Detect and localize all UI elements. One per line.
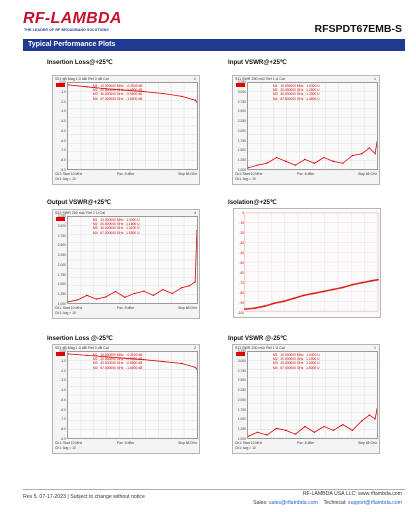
- trace-point: [295, 164, 296, 165]
- y-tick-label: 0.00: [59, 80, 66, 84]
- averaging-info: Ch1: Avg = 10: [55, 177, 76, 181]
- trace-point: [352, 155, 353, 156]
- trace-point: [285, 161, 286, 162]
- trace-point: [257, 164, 258, 165]
- trace-point: [361, 153, 362, 154]
- sweep-start: Ch1: Start 10 MHz: [235, 441, 263, 445]
- y-tick-label: -3.0: [60, 378, 66, 383]
- plot-title-insertion-loss-25: Insertion Loss@+25℃: [47, 59, 113, 66]
- vna-plot-insertion-loss-minus25: [52, 344, 200, 454]
- source-power: Pwr -5 dBm: [117, 172, 135, 176]
- trace-point: [323, 157, 324, 158]
- y-tick-label: -2.0: [60, 99, 66, 104]
- trace-point: [68, 353, 69, 354]
- trace-point: [134, 293, 135, 294]
- trace-point: [314, 432, 315, 433]
- trace-point: [86, 355, 87, 356]
- trace-number: 4: [194, 211, 196, 215]
- y-tick-label: 1.750: [237, 138, 246, 143]
- trace-header: S11 SWR 250 mU/ Ref 1 U Cal: [235, 77, 285, 81]
- trace-point: [96, 298, 97, 299]
- y-tick-label: 1.500: [57, 282, 66, 287]
- trace-point: [143, 359, 144, 360]
- sweep-stop: Stop 68 GHz: [358, 172, 377, 176]
- y-tick-label: 3.250: [237, 80, 246, 84]
- isolation-point: [342, 287, 344, 289]
- y-axis-labels: [53, 82, 67, 170]
- source-power: Pwr -5 dBm: [297, 172, 315, 176]
- trace-point: [376, 409, 377, 410]
- y-tick-label: -30: [239, 241, 244, 245]
- sales-label: Sales:: [253, 500, 268, 506]
- trace-point: [276, 157, 277, 158]
- y-tick-label: -7.0: [60, 417, 66, 422]
- y-tick-label: 3.000: [57, 223, 66, 228]
- trace-point: [361, 420, 362, 421]
- y-axis-labels: [53, 216, 67, 304]
- trace-point: [194, 281, 195, 282]
- isolation-plot: [233, 208, 381, 318]
- isolation-point: [322, 291, 324, 293]
- trace-number: 2: [194, 77, 196, 81]
- trace-point: [342, 424, 343, 425]
- trace-point: [333, 161, 334, 162]
- trace-number: 1: [374, 346, 376, 350]
- trace-point: [162, 289, 163, 290]
- y-tick-label: -5.0: [60, 128, 66, 133]
- plot-footer: [55, 171, 199, 183]
- y-tick-label: 2.750: [57, 233, 66, 238]
- trace-point: [86, 295, 87, 296]
- y-tick-label: 2.750: [237, 368, 246, 373]
- trace-header: S22 SWR 250 mU/ Ref 1 U Cal: [55, 211, 105, 215]
- isolation-point: [303, 295, 305, 297]
- trace-number: 2: [194, 346, 196, 350]
- trace-point: [285, 430, 286, 431]
- y-tick-label: -4.0: [60, 388, 66, 393]
- isolation-point: [352, 284, 354, 286]
- source-power: Pwr -5 dBm: [117, 306, 135, 310]
- trace-point: [115, 291, 116, 292]
- y-tick-label: 3.250: [57, 214, 66, 218]
- y-tick-label: -9.0: [60, 168, 66, 172]
- y-tick-label: 1.000: [57, 302, 66, 306]
- part-number: RFSPDT67EMB-S: [314, 23, 402, 35]
- y-axis-labels: [233, 82, 247, 170]
- logo-tagline: THE LEADER OF RF BROADBAND SOLUTIONS: [24, 28, 109, 32]
- y-tick-label: 2.250: [57, 253, 66, 258]
- averaging-info: Ch1: Avg = 10: [55, 311, 76, 315]
- source-power: Pwr -5 dBm: [117, 441, 135, 445]
- trace-point: [181, 96, 182, 97]
- trace-point: [333, 430, 334, 431]
- sweep-stop: Stop 68 GHz: [358, 441, 377, 445]
- trace-point: [143, 290, 144, 291]
- y-tick-label: -1.0: [60, 89, 66, 94]
- trace-header: S21 dB Mag 1.0 dB/ Ref 0 dB Cal: [55, 77, 109, 81]
- y-tick-label: 3.250: [237, 349, 246, 353]
- trace-point: [276, 428, 277, 429]
- sweep-start: Ch1: Start 10 MHz: [235, 172, 263, 176]
- y-tick-label: -90: [239, 301, 244, 305]
- sweep-start: Ch1: Start 10 MHz: [55, 306, 83, 310]
- trace-point: [162, 361, 163, 362]
- plot-title-output-vswr-25: Output VSWR@+25℃: [47, 199, 112, 206]
- y-tick-label: 2.250: [237, 388, 246, 393]
- trace-point: [181, 287, 182, 288]
- y-tick-label: 0: [242, 211, 244, 215]
- averaging-info: Ch1: Avg = 10: [235, 177, 256, 181]
- y-tick-label: 2.000: [237, 128, 246, 133]
- y-tick-label: 2.500: [237, 378, 246, 383]
- trace-point: [194, 367, 195, 368]
- trace-point: [374, 153, 375, 154]
- trace-point: [376, 142, 377, 143]
- sales-email-link[interactable]: sales@rflambda.com: [268, 500, 318, 506]
- technical-email-link[interactable]: support@rflambda.com: [348, 500, 402, 506]
- averaging-info: Ch1: Avg = 10: [55, 446, 76, 450]
- y-tick-label: -10: [239, 221, 244, 225]
- vna-plot-input-vswr-25: [232, 75, 380, 185]
- plot-footer: [235, 440, 379, 452]
- trace-point: [314, 163, 315, 164]
- isolation-point: [377, 279, 379, 281]
- contact-info: [253, 500, 402, 506]
- trace-point: [266, 434, 267, 435]
- isolation-point: [371, 280, 373, 282]
- y-tick-label: -1.0: [60, 358, 66, 363]
- isolation-point: [254, 307, 256, 309]
- trace-point: [162, 93, 163, 94]
- y-tick-label: 1.250: [237, 158, 246, 163]
- trace-point: [369, 147, 370, 148]
- y-axis-labels: [53, 351, 67, 439]
- technical-label: Technical:: [323, 500, 347, 506]
- y-tick-label: -4.0: [60, 119, 66, 124]
- y-tick-label: 0.00: [59, 349, 66, 353]
- trace-point: [369, 414, 370, 415]
- y-tick-label: -100: [237, 311, 244, 315]
- sweep-stop: Stop 68 GHz: [178, 441, 197, 445]
- y-tick-label: -7.0: [60, 148, 66, 153]
- isolation-point: [293, 298, 295, 300]
- sweep-stop: Stop 68 GHz: [178, 306, 197, 310]
- trace-point: [105, 296, 106, 297]
- isolation-chart: [234, 209, 380, 317]
- y-tick-label: 2.250: [237, 119, 246, 124]
- isolation-point: [313, 293, 315, 295]
- trace-point: [304, 426, 305, 427]
- trace-point: [323, 426, 324, 427]
- y-tick-label: 3.000: [237, 358, 246, 363]
- plot-footer: [55, 440, 199, 452]
- plot-footer: [55, 305, 199, 317]
- vna-plot-input-vswr-minus25: [232, 344, 380, 454]
- trace-point: [68, 84, 69, 85]
- y-tick-label: 2.000: [57, 262, 66, 267]
- y-tick-label: -20: [239, 231, 244, 235]
- y-tick-label: 2.000: [237, 397, 246, 402]
- plot-title-input-vswr-minus25: Input VSWR @-25℃: [228, 335, 288, 342]
- y-tick-label: -3.0: [60, 109, 66, 114]
- y-tick-label: -8.0: [60, 158, 66, 163]
- trace-point: [257, 432, 258, 433]
- marker-readout: M1 10.000000 MHz 1.0400 U M2 20.000000 GHz 1.2000 U M3 40.000000 GHz 1.3000 U M4 67.000000 GHz 1.5000 U: [273, 353, 320, 370]
- y-tick-label: -2.0: [60, 368, 66, 373]
- y-tick-label: 3.000: [237, 89, 246, 94]
- y-tick-label: -6.0: [60, 407, 66, 412]
- y-tick-label: -40: [239, 251, 244, 255]
- trace-point: [266, 163, 267, 164]
- y-tick-label: -6.0: [60, 138, 66, 143]
- trace-point: [181, 363, 182, 364]
- trace-point: [196, 230, 197, 231]
- averaging-info: Ch1: Avg = 10: [235, 446, 256, 450]
- y-tick-label: -9.0: [60, 437, 66, 441]
- footer-divider: [23, 489, 405, 490]
- vna-plot-output-vswr-25: [52, 209, 200, 319]
- trace-header: S21 dB Mag 1.0 dB/ Ref 0 dB Cal: [55, 346, 109, 350]
- trace-point: [86, 86, 87, 87]
- y-tick-label: 1.500: [237, 417, 246, 422]
- sweep-stop: Stop 68 GHz: [178, 172, 197, 176]
- y-tick-label: -60: [239, 271, 244, 275]
- plot-title-isolation-25: Isolation@+25℃: [228, 199, 277, 206]
- y-tick-label: -8.0: [60, 427, 66, 432]
- y-tick-label: 1.500: [237, 148, 246, 153]
- source-power: Pwr -5 dBm: [297, 441, 315, 445]
- marker-readout: M1 10.000000 MHz 1.0300 U M2 20.000000 GHz 1.2500 U M3 40.000000 GHz 1.3300 U M4 67.000000 GHz 1.4500 U: [273, 84, 320, 101]
- marker-readout: M1 10.000000 MHz 1.0300 U M2 20.000000 GHz 1.1600 U M3 40.000000 GHz 1.3100 U M4 67.000000 GHz 1.5500 U: [93, 218, 140, 235]
- y-tick-label: 1.750: [57, 272, 66, 277]
- y-tick-label: -5.0: [60, 397, 66, 402]
- trace-point: [153, 295, 154, 296]
- isolation-point: [362, 282, 364, 284]
- trace-point: [194, 100, 195, 101]
- sweep-start: Ch1: Start 10 MHz: [55, 172, 83, 176]
- trace-point: [374, 418, 375, 419]
- company-logo: [23, 11, 153, 37]
- y-tick-label: 1.250: [237, 427, 246, 432]
- trace-point: [143, 91, 144, 92]
- trace-header: S11 SWR 250 mU/ Ref 1 U Cal: [235, 346, 285, 350]
- revision-note: Rev 5. 07-17-2023 | Subject to change without notice: [23, 494, 145, 500]
- vna-plot-insertion-loss-25: [52, 75, 200, 185]
- y-tick-label: -70: [239, 281, 244, 285]
- y-tick-label: 1.000: [237, 437, 246, 441]
- logo-wordmark: RF-LAMBDA: [23, 10, 122, 27]
- trace-point: [342, 163, 343, 164]
- trace-point: [304, 159, 305, 160]
- company-info: RF-LAMBDA USA LLC: www.rflambda.com: [302, 491, 402, 497]
- trace-point: [189, 285, 190, 286]
- y-tick-label: 1.000: [237, 168, 246, 172]
- y-tick-label: 1.250: [57, 292, 66, 297]
- plot-title-insertion-loss-minus25: Insertion Loss @-25℃: [47, 335, 113, 342]
- y-tick-label: -50: [239, 261, 244, 265]
- isolation-point: [244, 308, 246, 310]
- isolation-point: [283, 301, 285, 303]
- isolation-point: [332, 289, 334, 291]
- y-tick-label: 2.500: [57, 243, 66, 248]
- y-tick-label: 1.750: [237, 407, 246, 412]
- trace-point: [295, 433, 296, 434]
- isolation-point: [264, 305, 266, 307]
- plot-title-input-vswr-25: Input VSWR@+25℃: [228, 59, 287, 66]
- trace-point: [172, 293, 173, 294]
- section-title: Typical Performance Plots: [23, 39, 405, 51]
- y-axis-labels: [233, 351, 247, 439]
- plot-footer: [235, 171, 379, 183]
- trace-point: [352, 430, 353, 431]
- marker-readout: M1 10.000000 MHz -0.2000 dB M2 20.000000 GHz -0.5000 dB M3 40.000000 GHz -0.8000 dB M4 67.000000 GHz -1.6000 dB: [93, 353, 143, 370]
- trace-point: [124, 297, 125, 298]
- trace-number: 1: [374, 77, 376, 81]
- y-tick-label: 2.500: [237, 109, 246, 114]
- y-tick-label: -80: [239, 291, 244, 295]
- y-tick-label: 2.750: [237, 99, 246, 104]
- sweep-start: Ch1: Start 10 MHz: [55, 441, 83, 445]
- trace-point: [77, 299, 78, 300]
- marker-readout: M1 10.000000 MHz -0.2000 dB M2 20.000000 GHz -0.6000 dB M3 40.000000 GHz -0.9000 dB M4 67.000000 GHz -1.8000 dB: [93, 84, 143, 101]
- isolation-point: [273, 302, 275, 304]
